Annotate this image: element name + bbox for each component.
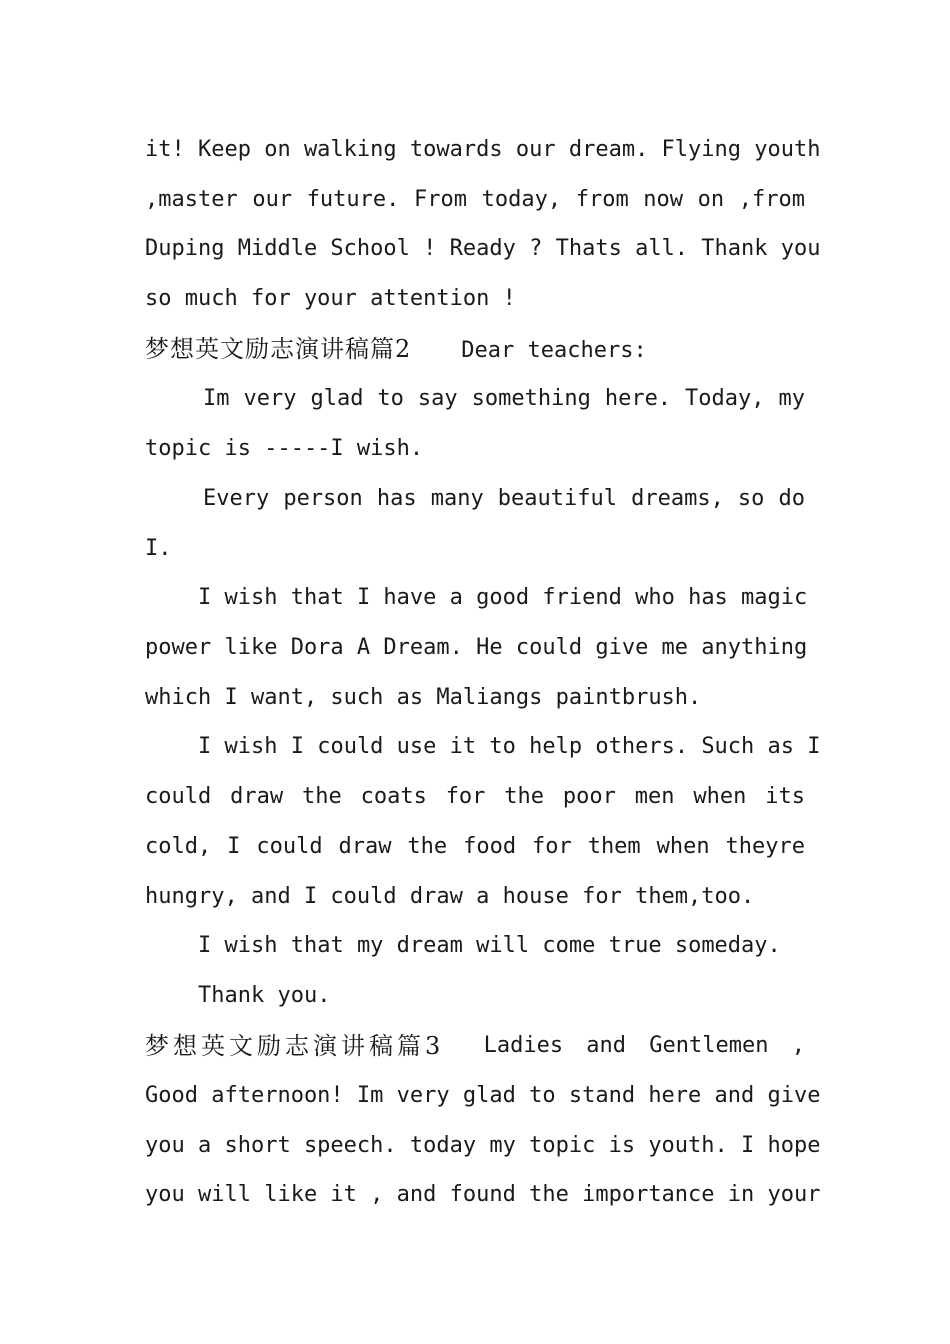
paragraph-line: you a short speech. today my topic is youth. I hope — [145, 1133, 821, 1158]
paragraph-line: power like Dora A Dream. He could give me anything — [145, 635, 808, 660]
paragraph-line: Every person has many beautiful dreams, so do — [203, 486, 805, 511]
paragraph-line: Im very glad to say something here. Today, my — [203, 386, 805, 411]
salutation: Dear teachers: — [461, 338, 647, 363]
paragraph-line: I wish that my dream will come true someday. — [198, 933, 781, 958]
section-title: 梦想英文励志演讲稿篇2 — [145, 335, 412, 363]
section-title: 梦想英文励志演讲稿篇3 — [145, 1032, 445, 1060]
paragraph-line: you will like it , and found the importance in your — [145, 1182, 821, 1207]
section-heading-3 — [145, 1021, 805, 1071]
paragraph-line: it! Keep on walking towards our dream. Flying youth — [145, 137, 821, 162]
paragraph-line: ,master our future. From today, from now on ,from — [145, 187, 805, 212]
paragraph-line: topic is -----I wish. — [145, 436, 424, 461]
paragraph-line: could draw the coats for the poor men when its — [145, 784, 805, 809]
paragraph-line: Duping Middle School ! Ready ? Thats all. Thank you — [145, 236, 821, 261]
salutation: Ladies and Gentlemen , — [483, 1033, 805, 1058]
section-heading-2 — [145, 324, 805, 374]
paragraph-line: which I want, such as Maliangs paintbrush. — [145, 685, 702, 710]
paragraph-line: Thank you. — [198, 983, 331, 1008]
paragraph-line: cold, I could draw the food for them when theyre — [145, 834, 805, 859]
paragraph-line: I. — [145, 536, 172, 561]
paragraph-line: I wish that I have a good friend who has magic — [198, 585, 808, 610]
paragraph-line: hungry, and I could draw a house for them,too. — [145, 884, 755, 909]
paragraph-line: so much for your attention ! — [145, 286, 516, 311]
paragraph-line: I wish I could use it to help others. Such as I — [198, 734, 821, 759]
paragraph-line: Good afternoon! Im very glad to stand here and give — [145, 1083, 821, 1108]
